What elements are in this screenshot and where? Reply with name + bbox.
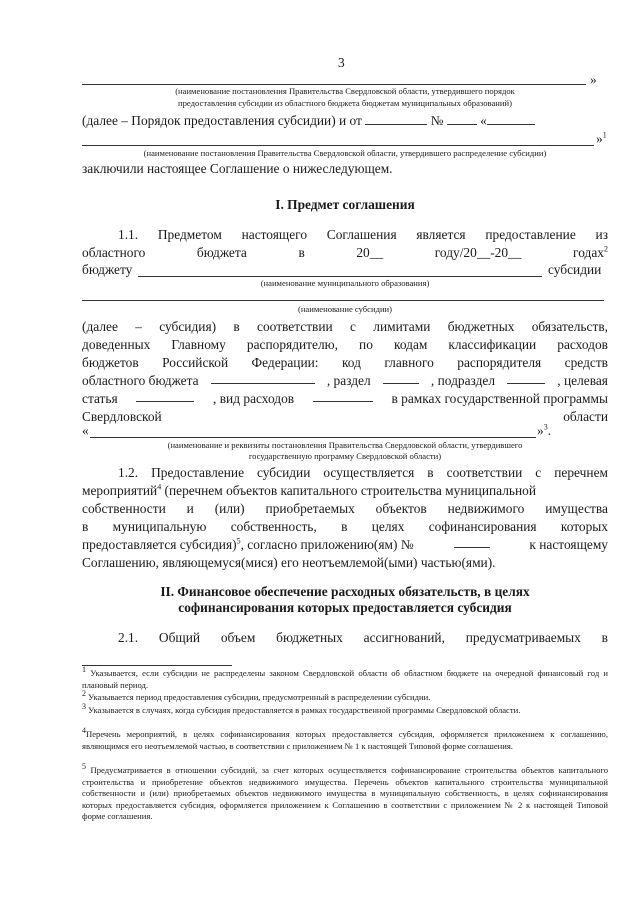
line-poryadok	[82, 113, 535, 129]
p11-stat-line	[82, 391, 608, 407]
line2-guillemet: »	[596, 131, 603, 146]
blank-section	[383, 373, 419, 384]
p12-line5-a: предоставляется субсидия)	[82, 537, 237, 552]
p11-quote-close	[537, 423, 551, 439]
line2-end	[596, 131, 607, 147]
p11-body-1: доведенных Главному распорядителю, по кодам классификации расходов	[82, 337, 608, 352]
blank-line-order-name	[82, 84, 586, 85]
footnote-5-num: 5	[82, 762, 86, 772]
p11-quote-guillemet: »	[537, 423, 544, 438]
p11-stat-c: в рамках государственной программы	[391, 391, 608, 406]
blank-subsidy-name	[82, 300, 604, 301]
footnote-separator	[82, 665, 232, 666]
caption-municipality: (наименование муниципального образования)	[260, 278, 430, 288]
concluded-text: заключили настоящее Соглашение о нижеследующем.	[82, 161, 393, 176]
p11-line3-b: субсидии	[548, 262, 602, 277]
p11-codes-c: , подраздел	[430, 373, 496, 388]
p12-body-1: в муниципальную собственность, в целях софинансирования которых	[82, 519, 608, 534]
p11-line2-c: в	[298, 245, 305, 260]
p11-sverd-b: области	[563, 409, 608, 424]
footnote-ref-1: 1	[602, 130, 607, 140]
caption-order-1: (наименование постановления Правительства Свердловской области, утвердившего порядок	[175, 86, 515, 96]
line-poryadok-start: (далее – Порядок предоставления субсидии) и от	[82, 113, 362, 128]
p11-quote-dot: .	[547, 423, 552, 438]
p11-stat-b: , вид расходов	[213, 391, 295, 406]
p11-line1: 1.1. Предметом настоящего Соглашения является предоставление из	[118, 227, 608, 242]
blank-target-article	[136, 391, 194, 402]
p11-codes-a: областного бюджета	[82, 373, 199, 388]
caption-program-1: (наименование и реквизиты постановления Правительства Свердловской области, утвердившего	[167, 440, 523, 450]
blank-program	[90, 437, 536, 438]
section2-heading-1: II. Финансовое обеспечение расходных обязательств, в целях	[160, 584, 530, 599]
footnote-2-num: 2	[82, 689, 86, 699]
blank-appendix-number	[454, 537, 490, 548]
blank-gr-code	[211, 373, 315, 384]
p11-stat-a: статья	[82, 391, 118, 406]
blank-line-distribution	[82, 145, 594, 146]
line-poryadok-quote: «	[480, 113, 487, 128]
p12-line2-a: мероприятий	[82, 483, 158, 498]
blank-quote	[487, 114, 535, 125]
p12-line5-c: к настоящему	[529, 537, 608, 552]
p11-codes-d: , целевая	[557, 373, 608, 388]
footnote-2-text: Указывается период предоставления субсидии, предусмотренный в распределении субсидии.	[88, 692, 431, 702]
caption-order-2: предоставления субсидии из областного бюджета бюджетам муниципальных образований)	[178, 98, 512, 108]
p11-codes-b: , раздел	[326, 373, 371, 388]
footnote-3	[82, 702, 608, 717]
footnote-1-text: Указывается, если субсидии не распределены законом Свердловской области об областном бюджете на очередной финансовый год и плановый период.	[82, 668, 608, 690]
p11-line2-e: году/20__-20__	[434, 245, 522, 260]
footnote-5	[82, 762, 608, 823]
p12-line5-b: , согласно приложению(ям) №	[240, 537, 414, 552]
section2-title-2	[82, 600, 608, 616]
footnote-5-text: Предусматривается в отношении субсидий, за счет которых осуществляется софинансирование строительства объектов капитального строительства и приобретение объектов недвижимого имущества. Перечень объектов капитального строительства муниципальной собственности и (или) приобретаемых объектов недвижимого имущества в муниципальную собственность, в целях софинансирования которых предоставляется субсидия, оформляется приложением к Соглашению в соответствии с приложением № 2 к настоящей Типовой форме соглашения.	[82, 765, 608, 822]
p12-line5	[82, 537, 608, 553]
p12-last: Соглашению, являющемуся(мися) его неотъемлемой(ыми) частью(ями).	[82, 555, 496, 570]
footnote-4-num: 4	[82, 726, 86, 736]
p11-body-2: бюджетов Российской Федерации: код главного распорядителя средств	[82, 355, 608, 370]
footnote-1-num: 1	[82, 665, 86, 675]
footnote-ref-2: 2	[603, 244, 608, 254]
footnote-ref-5: 5	[236, 536, 241, 546]
caption-distribution: (наименование постановления Правительства Свердловской области, утвердившего распределение субсидии)	[143, 148, 547, 158]
p11-codes-line	[82, 373, 608, 389]
footnote-ref-3: 3	[543, 422, 548, 432]
p12-line1: 1.2. Предоставление субсидии осуществляется в соответствии с перечнем	[118, 465, 608, 480]
p11-quote-open: «	[82, 423, 89, 438]
footnote-4	[82, 726, 608, 752]
blank-expense-type	[313, 391, 373, 402]
blank-number	[447, 114, 477, 125]
footnote-3-num: 3	[82, 702, 86, 712]
p11-line2-f: годах	[573, 245, 604, 260]
top-line-end: »	[590, 72, 597, 87]
footnote-4-text: Перечень мероприятий, в целях софинансирования которых предоставляется субсидия, оформляется приложением к соглашению, являющимся его неотъемлемой частью, в соответствии с приложением № 1 к настоящей Типовой форме соглашения.	[82, 729, 608, 751]
p12-line2-b: (перечнем объектов капитального строительства муниципальной	[161, 483, 537, 498]
section2-heading-2: софинансирования которых предоставляется субсидия	[178, 600, 512, 615]
p11-line2-a: областного	[82, 245, 146, 260]
p11-sverd-line	[82, 409, 608, 425]
p12-body-0: собственности и (или) приобретаемых объектов недвижимого имущества	[82, 501, 608, 516]
p11-sverd-a: Свердловской	[82, 409, 162, 424]
p11-body-0: (далее – субсидия) в соответствии с лимитами бюджетных обязательств,	[82, 319, 608, 334]
blank-date	[365, 114, 427, 125]
section2-title-1	[82, 584, 608, 600]
footnote-2	[82, 689, 608, 704]
footnote-3-text: Указывается в случаях, когда субсидия предоставляется в рамках государственной программы Свердловской области.	[88, 705, 521, 715]
footnote-1	[82, 665, 608, 691]
section1-heading: I. Предмет соглашения	[275, 197, 415, 212]
p21-line1: 2.1. Общий объем бюджетных ассигнований, предусматриваемых в	[118, 630, 608, 645]
p11-line2-d: 20__	[356, 245, 384, 260]
p12-line2	[82, 483, 608, 499]
blank-subsection	[507, 373, 545, 384]
p11-line2-b: бюджета	[196, 245, 247, 260]
footnote-ref-4: 4	[157, 482, 162, 492]
caption-program-2: государственную программу Свердловской области)	[248, 451, 442, 461]
caption-subsidy: (наименование субсидии)	[297, 304, 393, 314]
section1-title	[82, 197, 608, 213]
page-number: 3	[338, 55, 345, 70]
blank-municipality	[138, 276, 542, 277]
p11-line3-a: бюджету	[82, 262, 133, 277]
line-poryadok-no: №	[430, 113, 444, 128]
p11-line2	[82, 245, 608, 261]
